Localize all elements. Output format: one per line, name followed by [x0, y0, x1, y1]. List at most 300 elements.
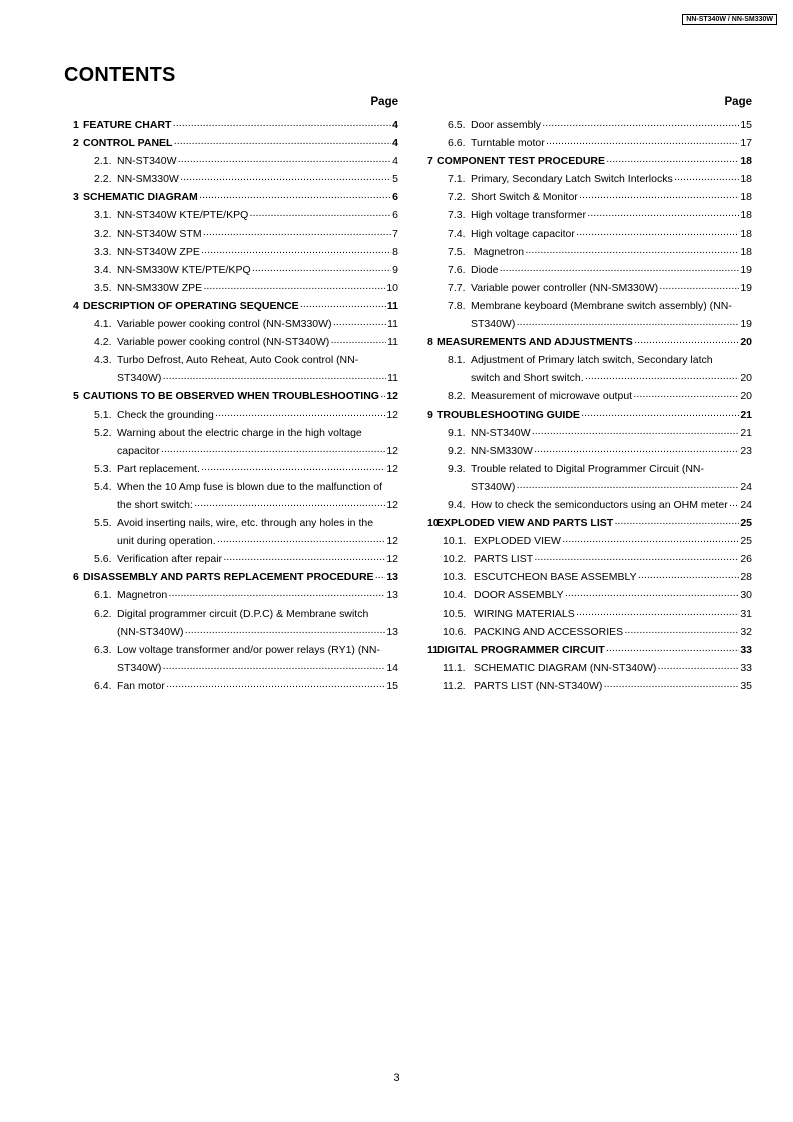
leader-dots: [579, 188, 740, 206]
leader-dots: [659, 279, 739, 297]
toc-entry[interactable]: [68, 116, 398, 134]
page-number: 3: [393, 1072, 400, 1084]
toc-entry-page: 11: [387, 336, 398, 349]
toc-entry-page: 28: [740, 571, 752, 584]
toc-column-right: [422, 92, 752, 695]
toc-entry-number: 9.3.: [448, 462, 466, 475]
toc-entry[interactable]: [68, 605, 398, 641]
leader-dots: [249, 206, 391, 224]
toc-entry-page: 20: [740, 336, 752, 349]
toc-entry[interactable]: [68, 387, 398, 405]
toc-entry-title: Membrane keyboard (Membrane switch assembly) (NN-: [471, 299, 732, 312]
toc-entry-body: [83, 116, 398, 134]
toc-entry-number: 5.3.: [94, 462, 112, 475]
toc-entry-page: 20: [740, 390, 752, 403]
leader-dots: [624, 623, 739, 641]
toc-entry[interactable]: [422, 188, 752, 206]
toc-entry-number: 9: [427, 408, 433, 421]
toc-entry[interactable]: [68, 152, 398, 170]
toc-entry-title: Verification after repair: [117, 553, 223, 566]
toc-entry[interactable]: [422, 605, 752, 623]
toc-entry[interactable]: [68, 424, 398, 460]
leader-dots: [380, 387, 385, 405]
toc-entry-body: [437, 152, 752, 170]
toc-entry-title-continued: ST340W): [471, 318, 516, 331]
toc-entry-page: 19: [740, 263, 752, 276]
toc-entry[interactable]: [68, 134, 398, 152]
toc-entry[interactable]: [422, 641, 752, 659]
leader-dots: [729, 496, 740, 514]
leader-dots: [657, 659, 739, 677]
toc-entry-title: Measurement of microwave output: [471, 390, 633, 403]
toc-entry[interactable]: [68, 460, 398, 478]
toc-entry-page: 11: [386, 299, 398, 312]
toc-entry-title: Magnetron: [117, 589, 168, 602]
toc-entry-number: 8.1.: [448, 354, 466, 367]
toc-entry[interactable]: [422, 170, 752, 188]
toc-entry-title: ESCUTCHEON BASE ASSEMBLY: [474, 571, 637, 584]
toc-entry-number: 5: [73, 390, 79, 403]
toc-entry-body: [117, 514, 398, 550]
toc-entry-title: Fan motor: [117, 679, 165, 692]
toc-entry-body: [117, 641, 398, 677]
toc-entry-page: 18: [740, 173, 752, 186]
toc-entry-title: How to check the semiconductors using an OHM meter: [471, 498, 728, 511]
toc-entry-page: 12: [386, 535, 398, 548]
toc-entry-page: 21: [740, 426, 752, 439]
leader-dots: [166, 677, 385, 695]
toc-entry[interactable]: [422, 532, 752, 550]
toc-entry-number: 7.7.: [448, 281, 466, 294]
toc-entry-title: Warning about the electric charge in the high voltage: [117, 426, 362, 439]
toc-entry-number: 4.1.: [94, 318, 112, 331]
toc-entry[interactable]: [422, 116, 752, 134]
toc-entry-page: 12: [386, 553, 398, 566]
toc-entry-title: NN-SM330W KTE/PTE/KPQ: [117, 263, 251, 276]
toc-entry-number: 5.2.: [94, 426, 112, 439]
toc-entry-title: Door assembly: [471, 119, 542, 131]
toc-entry-title: NN-ST340W STM: [117, 227, 202, 240]
toc-entry-page: 12: [386, 498, 398, 511]
toc-entry-page: 15: [386, 679, 398, 692]
toc-entry[interactable]: [422, 225, 752, 243]
toc-entry-body: [471, 387, 752, 405]
toc-entry-title: Part replacement.: [117, 462, 200, 475]
toc-entry[interactable]: [422, 586, 752, 604]
toc-entry[interactable]: [422, 333, 752, 351]
toc-entry[interactable]: [422, 442, 752, 460]
toc-entry-page: 12: [386, 444, 398, 457]
toc-entry-body: [117, 586, 398, 604]
toc-entry-page: 26: [740, 553, 752, 566]
leader-dots: [333, 315, 387, 333]
toc-entry[interactable]: [68, 586, 398, 604]
leader-dots: [223, 550, 385, 568]
toc-entry[interactable]: [68, 243, 398, 261]
toc-entry-body: [471, 460, 752, 496]
leader-dots: [634, 333, 739, 351]
toc-entry-number: 2: [73, 137, 79, 150]
toc-entry-page: 21: [740, 408, 752, 421]
toc-entry-title: PARTS LIST (NN-ST340W): [474, 679, 603, 692]
toc-entry-body: [117, 677, 398, 695]
toc-entry-title: NN-ST340W: [117, 155, 177, 168]
toc-entry-body: [471, 188, 752, 206]
toc-entry-number: 8.2.: [448, 390, 466, 403]
toc-entry-number: 6.3.: [94, 643, 112, 656]
toc-entry-number: 11: [427, 643, 439, 656]
leader-dots: [252, 261, 392, 279]
toc-entry-page: 24: [740, 480, 752, 493]
toc-entry-page: 4: [392, 155, 398, 168]
toc-entry-title-continued: capacitor: [117, 444, 160, 457]
toc-entry[interactable]: [422, 496, 752, 514]
toc-entry-page: 17: [740, 137, 752, 150]
toc-entry-title: Turntable motor: [471, 137, 545, 150]
leader-dots: [201, 243, 391, 261]
toc-entry-page: 13: [386, 571, 398, 584]
toc-entry-page: 4: [392, 137, 398, 150]
toc-entry-page: 19: [740, 318, 752, 331]
toc-entry-number: 5.5.: [94, 517, 112, 530]
toc-entry-title: Primary, Secondary Latch Switch Interlocks: [471, 173, 673, 186]
toc-entry-body: [471, 225, 752, 243]
toc-entry-title: Variable power cooking control (NN-SM330W): [117, 318, 332, 331]
toc-entry-page: 5: [392, 173, 398, 186]
leader-dots: [516, 315, 739, 333]
leader-dots: [194, 496, 385, 514]
toc-entry-body: [471, 424, 752, 442]
toc-entry[interactable]: [68, 188, 398, 206]
toc-column-left: [68, 92, 398, 695]
toc-entry-page: 11: [387, 372, 398, 385]
toc-entry-body: [471, 116, 752, 134]
toc-entry-body: [117, 550, 398, 568]
leader-dots: [587, 206, 739, 224]
toc-entry-title: NN-SM330W: [471, 444, 533, 457]
toc-entry-body: [471, 206, 752, 224]
toc-entry-page: 35: [740, 679, 752, 692]
toc-entry[interactable]: [422, 387, 752, 405]
toc-entry[interactable]: [68, 206, 398, 224]
toc-entry-page: 15: [740, 119, 752, 131]
toc-entry-body: [117, 406, 398, 424]
toc-entry-number: 5.4.: [94, 480, 112, 493]
toc-entry[interactable]: [68, 568, 398, 586]
toc-entry-title-continued: (NN-ST340W): [117, 625, 184, 638]
toc-entry[interactable]: [422, 550, 752, 568]
toc-entry-number: 2.1.: [94, 155, 112, 168]
toc-entry-page: 8: [392, 245, 398, 258]
toc-entry-body: [117, 424, 398, 460]
toc-entry-title: NN-SM330W: [117, 173, 179, 186]
toc-entry-number: 2.2.: [94, 173, 112, 186]
toc-entry[interactable]: [68, 261, 398, 279]
leader-dots: [172, 116, 391, 134]
toc-entry-title: PARTS LIST: [474, 553, 534, 566]
toc-entry[interactable]: [68, 279, 398, 297]
leader-dots: [300, 297, 386, 315]
toc-entry-page: 6: [392, 209, 398, 222]
toc-entry-number: 7.8.: [448, 299, 466, 312]
toc-entry-title: When the 10 Amp fuse is blown due to the malfunction of: [117, 480, 382, 493]
toc-entry-page: 4: [392, 119, 398, 131]
toc-entry[interactable]: [422, 351, 752, 387]
leader-dots: [162, 659, 385, 677]
toc-entry-number: 9.1.: [448, 426, 466, 439]
toc-entry-body: [474, 605, 752, 623]
toc-entry-number: 7.1.: [448, 173, 466, 186]
toc-entry-body: [474, 623, 752, 641]
leader-dots: [168, 586, 385, 604]
leader-dots: [562, 532, 739, 550]
toc-entry-title: High voltage capacitor: [471, 227, 575, 240]
toc-entry-title: Check the grounding: [117, 408, 214, 421]
toc-entry-number: 7.5.: [448, 245, 466, 258]
toc-entry-title: DOOR ASSEMBLY: [474, 589, 564, 602]
toc-entry-title: SCHEMATIC DIAGRAM: [83, 191, 198, 204]
toc-entry[interactable]: [422, 297, 752, 333]
toc-entry-page: 12: [386, 462, 398, 475]
leader-dots: [180, 170, 391, 188]
toc-entry[interactable]: [68, 641, 398, 677]
toc-entry-title: DISASSEMBLY AND PARTS REPLACEMENT PROCEDURE: [83, 571, 374, 584]
toc-entry-title: DIGITAL PROGRAMMER CIRCUIT: [437, 643, 605, 656]
toc-entry[interactable]: [422, 206, 752, 224]
toc-entry-page: 18: [740, 227, 752, 240]
leader-dots: [674, 170, 740, 188]
toc-entry-number: 4.3.: [94, 354, 112, 367]
toc-entry-body: [83, 297, 398, 315]
leader-dots: [217, 532, 386, 550]
toc-entry-number: 9.2.: [448, 444, 466, 457]
toc-entry-body: [117, 333, 398, 351]
toc-entry-body: [471, 243, 752, 261]
toc-entry-number: 6.5.: [448, 119, 466, 131]
toc-entry-title: Low voltage transformer and/or power relays (RY1) (NN-: [117, 643, 380, 656]
toc-entry-page: 7: [392, 227, 398, 240]
toc-entry-number: 6.6.: [448, 137, 466, 150]
toc-entry[interactable]: [422, 677, 752, 695]
toc-entry-body: [117, 279, 398, 297]
toc-entry[interactable]: [422, 424, 752, 442]
toc-entry-number: 6.2.: [94, 607, 112, 620]
leader-dots: [173, 134, 391, 152]
toc-entry-title: COMPONENT TEST PROCEDURE: [437, 155, 606, 168]
toc-entry-body: [471, 297, 752, 333]
toc-entry-page: 19: [740, 281, 752, 294]
leader-dots: [576, 605, 740, 623]
toc-entry-page: 23: [740, 444, 752, 457]
toc-entry[interactable]: [422, 623, 752, 641]
toc-entry-body: [437, 406, 752, 424]
leader-dots: [606, 152, 739, 170]
toc-entry[interactable]: [68, 225, 398, 243]
toc-entry-number: 3.4.: [94, 263, 112, 276]
toc-entry-number: 5.1.: [94, 408, 112, 421]
leader-dots: [525, 243, 739, 261]
leader-dots: [161, 442, 386, 460]
toc-entries-left: [68, 116, 398, 695]
toc-entry-page: 12: [386, 390, 398, 403]
toc-entry-title-continued: ST340W): [117, 661, 162, 674]
toc-entry-body: [117, 605, 398, 641]
toc-entry-page: 10: [386, 281, 398, 294]
toc-entry-title-continued: unit during operation.: [117, 535, 216, 548]
toc-entry-title: SCHEMATIC DIAGRAM (NN-ST340W): [474, 661, 657, 674]
toc-entry-body: [437, 514, 752, 532]
toc-entry-body: [117, 261, 398, 279]
leader-dots: [534, 442, 739, 460]
leader-dots: [565, 586, 740, 604]
toc-entry-number: 3.1.: [94, 209, 112, 222]
toc-entry[interactable]: [422, 514, 752, 532]
leader-dots: [581, 406, 739, 424]
toc-entry[interactable]: [422, 279, 752, 297]
toc-entry-page: 25: [740, 535, 752, 548]
toc-entry-body: [474, 677, 752, 695]
toc-entry-body: [117, 170, 398, 188]
page-column-label: Page: [370, 96, 398, 108]
toc-entry-number: 3.3.: [94, 245, 112, 258]
toc-entry-page: 24: [740, 498, 752, 511]
toc-entry-title: Variable power cooking control (NN-ST340W): [117, 336, 330, 349]
toc-entry-page: 30: [740, 589, 752, 602]
toc-entry-title: CONTROL PANEL: [83, 137, 173, 150]
toc-entry-body: [471, 496, 752, 514]
toc-entry-title: CAUTIONS TO BE OBSERVED WHEN TROUBLESHOOTING: [83, 390, 379, 403]
leader-dots: [215, 406, 385, 424]
toc-entry-body: [83, 568, 398, 586]
toc-entry-body: [471, 134, 752, 152]
leader-dots: [375, 568, 386, 586]
toc-entry[interactable]: [422, 152, 752, 170]
toc-entry-number: 4: [73, 299, 79, 312]
toc-entry-number: 7: [427, 155, 433, 168]
toc-entry-page: 31: [740, 607, 752, 620]
leader-dots: [516, 478, 739, 496]
toc-entry-number: 6.4.: [94, 679, 112, 692]
toc-entry-title: Magnetron: [471, 245, 525, 258]
toc-entry[interactable]: [68, 333, 398, 351]
toc-entry-body: [471, 279, 752, 297]
page-column-label: Page: [724, 96, 752, 108]
toc-entry-title: DESCRIPTION OF OPERATING SEQUENCE: [83, 299, 299, 312]
toc-entry[interactable]: [422, 568, 752, 586]
leader-dots: [614, 514, 739, 532]
toc-entry[interactable]: [68, 478, 398, 514]
leader-dots: [499, 261, 739, 279]
leader-dots: [585, 369, 740, 387]
toc-entry-body: [117, 243, 398, 261]
toc-entry-body: [83, 134, 398, 152]
toc-entry-body: [117, 478, 398, 514]
toc-entry-number: 3.5.: [94, 281, 112, 294]
toc-entry-title-continued: switch and Short switch.: [471, 372, 584, 385]
toc-entry-number: 1: [73, 119, 79, 131]
toc-entry-page: 32: [740, 625, 752, 638]
toc-entry[interactable]: [422, 243, 752, 261]
toc-entry-number: 8: [427, 336, 433, 349]
toc-entry[interactable]: [68, 170, 398, 188]
toc-entry-title: NN-ST340W: [471, 426, 531, 439]
toc-entry-body: [117, 225, 398, 243]
toc-entry-title-continued: ST340W): [117, 372, 162, 385]
toc-entry-page: 18: [740, 245, 752, 258]
toc-entry-title: MEASUREMENTS AND ADJUSTMENTS: [437, 336, 633, 349]
toc-entry-number: 10.2.: [443, 553, 467, 566]
toc-entry-number: 10.1.: [443, 535, 467, 548]
leader-dots: [546, 134, 740, 152]
toc-entry-body: [437, 333, 752, 351]
toc-entry[interactable]: [68, 297, 398, 315]
leader-dots: [532, 424, 740, 442]
toc-entry-body: [117, 206, 398, 224]
toc-entries-right: [422, 116, 752, 695]
toc-entry[interactable]: [422, 406, 752, 424]
page-title: CONTENTS: [64, 64, 176, 86]
leader-dots: [185, 623, 386, 641]
toc-entry-number: 11.1.: [443, 661, 466, 674]
toc-entry-page: 25: [740, 517, 752, 530]
toc-entry-body: [83, 387, 398, 405]
toc-entry-page: 14: [386, 661, 398, 674]
toc-entry-page: 33: [740, 643, 752, 656]
toc-entry-number: 7.6.: [448, 263, 466, 276]
model-number-header: NN-ST340W / NN-SM330W: [682, 14, 777, 25]
toc-entry-body: [437, 641, 752, 659]
leader-dots: [606, 641, 740, 659]
toc-entry-body: [474, 659, 752, 677]
toc-entry-page: 18: [740, 209, 752, 222]
toc-entry-number: 7.2.: [448, 191, 466, 204]
leader-dots: [201, 460, 385, 478]
leader-dots: [203, 225, 392, 243]
toc-entry-title: WIRING MATERIALS: [474, 607, 575, 620]
toc-entry-title-continued: the short switch:: [117, 498, 193, 511]
leader-dots: [603, 677, 739, 695]
toc-entry-body: [474, 550, 752, 568]
leader-dots: [633, 387, 739, 405]
toc-entry-page: 6: [392, 191, 398, 204]
leader-dots: [203, 279, 385, 297]
toc-entry-page: 33: [740, 661, 752, 674]
toc-entry[interactable]: [68, 677, 398, 695]
toc-entry[interactable]: [68, 406, 398, 424]
toc-entry-number: 6: [73, 571, 79, 584]
toc-entry[interactable]: [68, 550, 398, 568]
toc-entry-number: 3.2.: [94, 227, 112, 240]
toc-entry[interactable]: [422, 261, 752, 279]
toc-entry-body: [471, 442, 752, 460]
toc-entry[interactable]: [68, 514, 398, 550]
leader-dots: [330, 333, 386, 351]
toc-entry-title: EXPLODED VIEW AND PARTS LIST: [437, 517, 614, 530]
toc-entry-title: PACKING AND ACCESSORIES: [474, 625, 624, 638]
toc-entry-title: EXPLODED VIEW: [474, 535, 561, 548]
toc-entry-page: 18: [740, 191, 752, 204]
toc-entry[interactable]: [422, 134, 752, 152]
leader-dots: [162, 369, 386, 387]
toc-entry[interactable]: [68, 351, 398, 387]
toc-entry-number: 3: [73, 191, 79, 204]
toc-entry-page: 13: [386, 589, 398, 602]
toc-entry-number: 5.6.: [94, 553, 112, 566]
toc-entry[interactable]: [422, 460, 752, 496]
toc-entry[interactable]: [68, 315, 398, 333]
leader-dots: [534, 550, 739, 568]
toc-entry[interactable]: [422, 659, 752, 677]
